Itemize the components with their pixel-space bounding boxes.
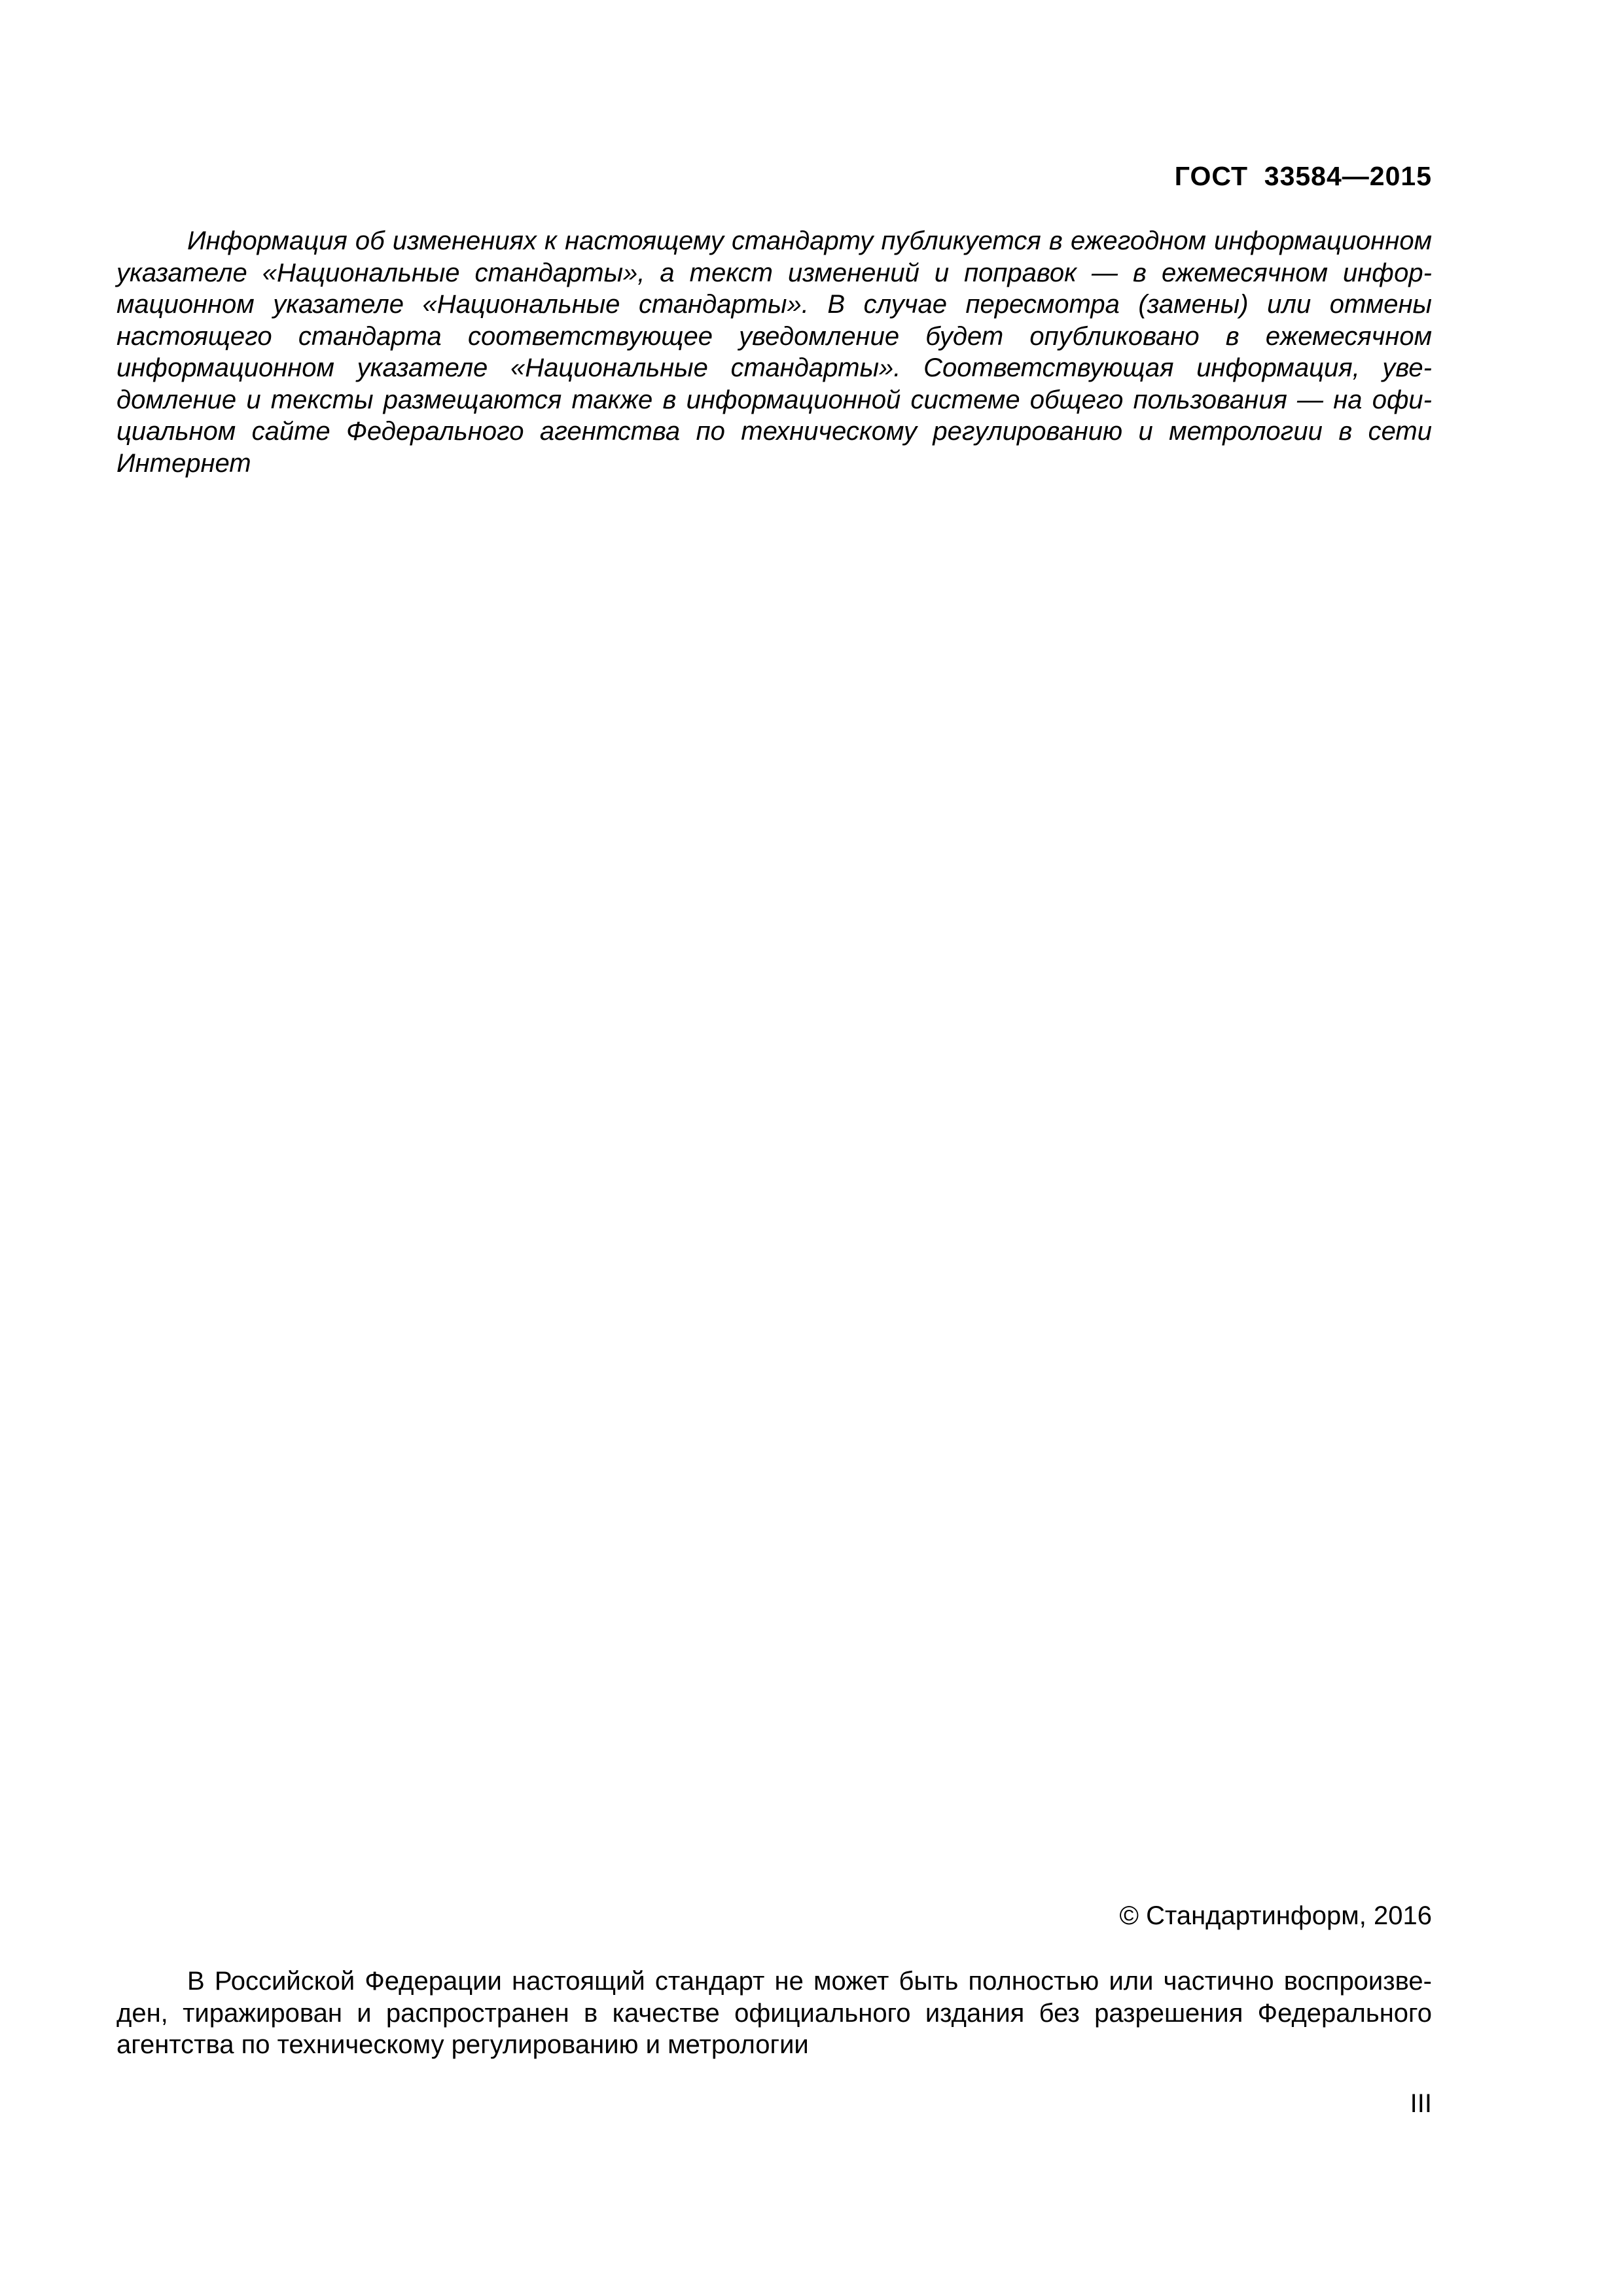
page-number: III [1410, 2089, 1432, 2118]
copyright-line: © Стандартинформ, 2016 [1119, 1901, 1432, 1930]
amendment-notice: Информация об изменениях к настоящему стандарту публикуется в ежегодном информационном указателе «Национальные стандарты», а текст изменений и поправок — в ежемесячном информационном указателе «Национальные стандарты». В случае пересмотра (замены) или отмены настоящего стандарта соответствующее уведомление будет опубликовано в ежемесячном информационном указателе «Национальные стандарты». Соответствующая информация, уведомление и тексты размещаются также в информационной системе общего пользования — на официальном сайте Федерального агентства по техническому регулированию и метрологии в сети Интернет [116, 226, 1432, 478]
reproduction-notice: В Российской Федерации настоящий стандарт не может быть полностью или частично воспроизведен, тиражирован и распространен в качестве официального издания без разрешения Федерального агентства по техническому регулированию и метрологии [116, 1967, 1432, 2059]
document-code: ГОСТ 33584—2015 [1174, 161, 1432, 191]
